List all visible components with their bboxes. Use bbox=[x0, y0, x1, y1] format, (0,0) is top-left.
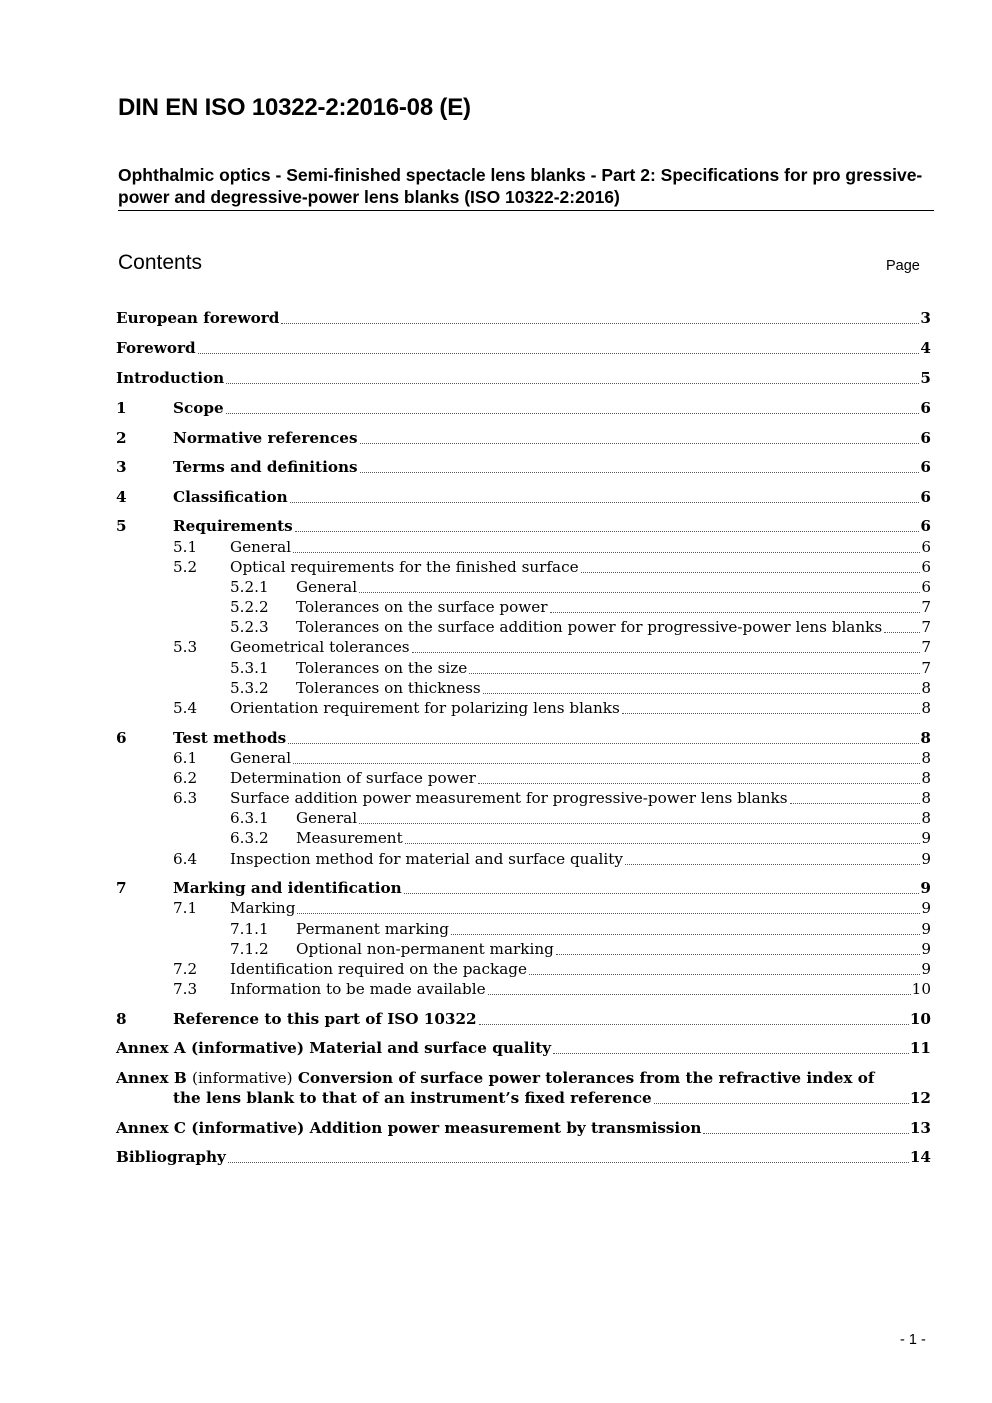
toc-dot-leader bbox=[293, 762, 920, 764]
toc-entry-title: General bbox=[230, 538, 292, 556]
toc-entry[interactable] bbox=[116, 699, 931, 719]
toc-entry[interactable] bbox=[116, 429, 931, 449]
toc-entry[interactable] bbox=[116, 679, 931, 699]
toc-entry-number: 5.2.2 bbox=[230, 598, 269, 616]
toc-entry-page: 8 bbox=[921, 789, 931, 807]
toc-entry-title: Tolerances on the surface power bbox=[296, 598, 548, 616]
toc-entry[interactable] bbox=[116, 538, 931, 558]
toc-dot-leader bbox=[359, 591, 920, 593]
toc-entry-title: Tolerances on thickness bbox=[296, 679, 481, 697]
toc-entry-number: 7.1.2 bbox=[230, 940, 269, 958]
toc-entry-page: 6 bbox=[921, 558, 931, 576]
toc-dot-leader bbox=[790, 802, 921, 804]
toc-annex-page: 11 bbox=[909, 1039, 931, 1057]
toc-entry-page: 5 bbox=[920, 369, 931, 387]
toc-entry-title: Orientation requirement for polarizing lens blanks bbox=[230, 699, 620, 717]
toc-dot-leader bbox=[198, 352, 920, 354]
toc-dot-leader bbox=[295, 530, 920, 532]
toc-annex-line bbox=[116, 1119, 931, 1139]
toc-entry-page: 9 bbox=[921, 940, 931, 958]
toc-entry-line bbox=[116, 659, 931, 679]
toc-entry[interactable] bbox=[116, 809, 931, 829]
toc-entry[interactable] bbox=[116, 558, 931, 578]
toc-entry-title: Terms and definitions bbox=[173, 458, 358, 476]
toc-entry[interactable] bbox=[116, 1010, 931, 1030]
toc-entry[interactable] bbox=[116, 458, 931, 478]
toc-entry-number: 7.1 bbox=[173, 899, 198, 917]
toc-entry-page: 6 bbox=[920, 517, 931, 535]
toc-entry-page: 7 bbox=[921, 638, 931, 656]
toc-entry-page: 6 bbox=[920, 488, 931, 506]
toc-entry-line bbox=[116, 399, 931, 419]
toc-entry-number: 6.4 bbox=[173, 850, 198, 868]
toc-entry-number: 5.4 bbox=[173, 699, 198, 717]
toc-entry-title: Requirements bbox=[173, 517, 293, 535]
toc-entry-line bbox=[116, 980, 931, 1000]
toc-dot-leader bbox=[290, 501, 920, 503]
toc-entry-number: 1 bbox=[116, 399, 127, 417]
toc-entry[interactable] bbox=[116, 789, 931, 809]
toc-entry[interactable] bbox=[116, 618, 931, 638]
toc-entry-number: 5.2 bbox=[173, 558, 198, 576]
toc-entry-page: 7 bbox=[921, 659, 931, 677]
toc-entry-line bbox=[116, 809, 931, 829]
toc-entry[interactable] bbox=[116, 829, 931, 849]
toc-entry-page: 9 bbox=[920, 879, 931, 897]
toc-entry-title: Marking and identification bbox=[173, 879, 402, 897]
toc-dot-leader bbox=[359, 822, 920, 824]
toc-entry-line bbox=[116, 960, 931, 980]
toc-entry[interactable] bbox=[116, 940, 931, 960]
toc-entry-title: Test methods bbox=[173, 729, 287, 747]
toc-entry-title: European foreword bbox=[116, 309, 280, 327]
toc-dot-leader bbox=[293, 551, 920, 553]
toc-entry-number: 5.1 bbox=[173, 538, 198, 556]
toc-dot-leader bbox=[622, 712, 921, 714]
toc-entry-title: Optical requirements for the finished surface bbox=[230, 558, 579, 576]
toc-entry-line bbox=[116, 920, 931, 940]
toc-entry-number: 2 bbox=[116, 429, 127, 447]
toc-entry-line bbox=[116, 369, 931, 389]
toc-entry-number: 6 bbox=[116, 729, 127, 747]
toc-entry-line bbox=[116, 850, 931, 870]
toc-entry-page: 8 bbox=[921, 809, 931, 827]
toc-entry-line bbox=[116, 729, 931, 749]
toc-annex-status: (informative) bbox=[192, 1069, 293, 1087]
document-identifier: DIN EN ISO 10322-2:2016-08 (E) bbox=[118, 94, 471, 121]
toc-entry-line bbox=[116, 789, 931, 809]
toc-entry-title: Scope bbox=[173, 399, 224, 417]
toc-dot-leader bbox=[297, 912, 920, 914]
toc-entry-title: Reference to this part of ISO 10322 bbox=[173, 1010, 477, 1028]
toc-entry-line bbox=[116, 638, 931, 658]
toc-entry[interactable] bbox=[116, 729, 931, 749]
toc-dot-leader bbox=[405, 842, 921, 844]
toc-dot-leader bbox=[469, 672, 920, 674]
toc-entry-page: 6 bbox=[921, 538, 931, 556]
toc-dot-leader bbox=[226, 382, 919, 384]
toc-entry-number: 3 bbox=[116, 458, 127, 476]
toc-entry-page: 6 bbox=[920, 429, 931, 447]
toc-annex-title-part1: Conversion of surface power tolerances from the refractive index of bbox=[297, 1069, 875, 1087]
toc-entry-page: 9 bbox=[921, 920, 931, 938]
toc-entry-line bbox=[116, 899, 931, 919]
toc-entry-title: Tolerances on the surface addition power for progressive-power lens blanks bbox=[296, 618, 883, 636]
toc-entry[interactable] bbox=[116, 638, 931, 658]
toc-entry-number: 5.2.1 bbox=[230, 578, 269, 596]
toc-dot-leader bbox=[884, 631, 920, 633]
toc-entry[interactable] bbox=[116, 659, 931, 679]
toc-entry[interactable] bbox=[116, 369, 931, 389]
toc-entry-line bbox=[116, 429, 931, 449]
toc-entry-line bbox=[116, 558, 931, 578]
toc-entry-page: 9 bbox=[921, 960, 931, 978]
toc-entry-page: 8 bbox=[921, 749, 931, 767]
toc-dot-leader bbox=[288, 742, 919, 744]
toc-entry-title: Measurement bbox=[296, 829, 403, 847]
toc-dot-leader bbox=[483, 692, 921, 694]
title-divider bbox=[118, 210, 934, 211]
toc-annex-title: the lens blank to that of an instrument’s fixed reference bbox=[173, 1089, 652, 1107]
toc-entry-page: 6 bbox=[920, 458, 931, 476]
toc-dot-leader bbox=[226, 412, 920, 414]
toc-dot-leader bbox=[553, 1052, 909, 1054]
toc-entry[interactable] bbox=[116, 960, 931, 980]
toc-entry-page: 6 bbox=[921, 578, 931, 596]
toc-annex-entry[interactable] bbox=[116, 1039, 931, 1059]
toc-entry-number: 7 bbox=[116, 879, 127, 897]
toc-dot-leader bbox=[404, 892, 920, 894]
toc-entry-page: 8 bbox=[921, 769, 931, 787]
toc-annex-prefix: Annex B bbox=[116, 1069, 187, 1087]
toc-entry-page: 9 bbox=[921, 829, 931, 847]
toc-entry[interactable] bbox=[116, 399, 931, 419]
toc-entry-line bbox=[116, 517, 931, 537]
toc-bibliography-title: Bibliography bbox=[116, 1148, 226, 1166]
toc-entry-title: Inspection method for material and surface quality bbox=[230, 850, 623, 868]
toc-entry[interactable] bbox=[116, 850, 931, 870]
page-column-label: Page bbox=[886, 258, 920, 274]
toc-dot-leader bbox=[360, 471, 920, 473]
toc-entry[interactable] bbox=[116, 749, 931, 769]
toc-entry-page: 8 bbox=[920, 729, 931, 747]
toc-entry[interactable] bbox=[116, 598, 931, 618]
toc-annex-line2 bbox=[116, 1089, 931, 1109]
document-subtitle: Ophthalmic optics - Semi-finished spectacle lens blanks - Part 2: Specifications for pro gressive-power and degressive-power lens blanks (ISO 10322-2:2016) bbox=[118, 165, 923, 207]
toc-dot-leader bbox=[228, 1161, 909, 1163]
toc-entry-number: 7.3 bbox=[173, 980, 198, 998]
toc-entry-number: 5.3 bbox=[173, 638, 198, 656]
toc-dot-leader bbox=[412, 651, 921, 653]
toc-entry[interactable] bbox=[116, 879, 931, 899]
toc-entry-line bbox=[116, 699, 931, 719]
toc-entry-line bbox=[116, 829, 931, 849]
toc-dot-leader bbox=[556, 953, 921, 955]
toc-entry-title: Permanent marking bbox=[296, 920, 450, 938]
toc-entry[interactable] bbox=[116, 769, 931, 789]
toc-entry-title: General bbox=[296, 809, 358, 827]
toc-entry-line bbox=[116, 618, 931, 638]
toc-entry-title: Tolerances on the size bbox=[296, 659, 468, 677]
toc-entry[interactable] bbox=[116, 488, 931, 508]
toc-entry-line bbox=[116, 578, 931, 598]
toc-annex-line bbox=[116, 1039, 931, 1059]
toc-dot-leader bbox=[581, 571, 921, 573]
toc-entry-line bbox=[116, 879, 931, 899]
toc-entry-title: Normative references bbox=[173, 429, 358, 447]
toc-entry-line bbox=[116, 458, 931, 478]
contents-heading: Contents bbox=[118, 251, 203, 274]
toc-entry-number: 7.1.1 bbox=[230, 920, 269, 938]
toc-entry-title: Identification required on the package bbox=[230, 960, 527, 978]
toc-dot-leader bbox=[478, 782, 920, 784]
toc-annex-page: 13 bbox=[909, 1119, 931, 1137]
toc-entry[interactable] bbox=[116, 980, 931, 1000]
toc-entry-title: Foreword bbox=[116, 339, 196, 357]
toc-entry-page: 6 bbox=[920, 399, 931, 417]
toc-annex-status: (informative) bbox=[190, 1039, 304, 1057]
toc-entry-number: 6.1 bbox=[173, 749, 198, 767]
toc-entry-title: Optional non-permanent marking bbox=[296, 940, 554, 958]
toc-entry-line bbox=[116, 339, 931, 359]
toc-entry-title: Introduction bbox=[116, 369, 225, 387]
toc-dot-leader bbox=[360, 442, 920, 444]
toc-dot-leader bbox=[703, 1132, 908, 1134]
toc-entry-page: 9 bbox=[921, 850, 931, 868]
toc-entry-line bbox=[116, 538, 931, 558]
toc-entry[interactable] bbox=[116, 309, 931, 329]
toc-entry-page: 3 bbox=[920, 309, 931, 327]
toc-bibliography-page: 14 bbox=[909, 1148, 931, 1166]
toc-entry-line bbox=[116, 309, 931, 329]
toc-annex-entry[interactable] bbox=[116, 1119, 931, 1139]
toc-entry-title: Determination of surface power bbox=[230, 769, 476, 787]
toc-entry-title: Marking bbox=[230, 899, 296, 917]
toc-entry-number: 5.2.3 bbox=[230, 618, 269, 636]
toc-entry-page: 7 bbox=[921, 618, 931, 636]
toc-entry-number: 5 bbox=[116, 517, 127, 535]
toc-entry-page: 8 bbox=[921, 699, 931, 717]
toc-entry-number: 6.2 bbox=[173, 769, 198, 787]
toc-bibliography[interactable] bbox=[116, 1148, 931, 1168]
toc-entry-title: General bbox=[230, 749, 292, 767]
toc-annex-line1 bbox=[116, 1069, 874, 1087]
toc-dot-leader bbox=[479, 1023, 909, 1025]
toc-bibliography-line bbox=[116, 1148, 931, 1168]
toc-dot-leader bbox=[281, 322, 919, 324]
toc-entry-number: 6.3.2 bbox=[230, 829, 269, 847]
toc-entry-title: Classification bbox=[173, 488, 288, 506]
toc-dot-leader bbox=[625, 863, 920, 865]
toc-entry-page: 4 bbox=[920, 339, 931, 357]
toc-entry-page: 8 bbox=[921, 679, 931, 697]
toc-entry-page: 9 bbox=[921, 899, 931, 917]
toc-entry[interactable] bbox=[116, 920, 931, 940]
toc-dot-leader bbox=[654, 1102, 909, 1104]
toc-entry-line bbox=[116, 488, 931, 508]
toc-entry-number: 7.2 bbox=[173, 960, 198, 978]
toc-entry-number: 4 bbox=[116, 488, 127, 506]
toc-entry-title: Geometrical tolerances bbox=[230, 638, 410, 656]
toc-annex-entry[interactable] bbox=[116, 1069, 931, 1111]
toc-dot-leader bbox=[451, 933, 920, 935]
toc-entry-line bbox=[116, 749, 931, 769]
toc-entry-line bbox=[116, 679, 931, 699]
toc-annex-prefix: Annex A bbox=[116, 1039, 186, 1057]
toc-entry[interactable] bbox=[116, 578, 931, 598]
toc-annex-title: Addition power measurement by transmission bbox=[309, 1119, 702, 1137]
toc-entry-line bbox=[116, 940, 931, 960]
toc-dot-leader bbox=[529, 973, 920, 975]
toc-entry-number: 5.3.2 bbox=[230, 679, 269, 697]
toc-entry[interactable] bbox=[116, 899, 931, 919]
toc-entry[interactable] bbox=[116, 517, 931, 537]
toc-annex-page: 12 bbox=[909, 1089, 931, 1107]
toc-entry-line bbox=[116, 1010, 931, 1030]
toc-entry-page: 7 bbox=[921, 598, 931, 616]
toc-entry-line bbox=[116, 769, 931, 789]
toc-annex-prefix: Annex C bbox=[116, 1119, 186, 1137]
toc-entry-number: 6.3 bbox=[173, 789, 198, 807]
toc-entry-line bbox=[116, 598, 931, 618]
toc-entry-title: General bbox=[296, 578, 358, 596]
toc-entry[interactable] bbox=[116, 339, 931, 359]
toc-entry-title: Surface addition power measurement for progressive-power lens blanks bbox=[230, 789, 788, 807]
toc-entry-number: 5.3.1 bbox=[230, 659, 269, 677]
toc-annex-title: Material and surface quality bbox=[309, 1039, 552, 1057]
toc-entry-number: 6.3.1 bbox=[230, 809, 269, 827]
toc-annex-status: (informative) bbox=[191, 1119, 305, 1137]
toc-entry-title: Information to be made available bbox=[230, 980, 486, 998]
toc-dot-leader bbox=[550, 611, 921, 613]
toc-dot-leader bbox=[488, 993, 911, 995]
page-number: - 1 - bbox=[900, 1332, 926, 1348]
toc-entry-page: 10 bbox=[911, 980, 931, 998]
toc-entry-number: 8 bbox=[116, 1010, 127, 1028]
toc-entry-page: 10 bbox=[909, 1010, 931, 1028]
